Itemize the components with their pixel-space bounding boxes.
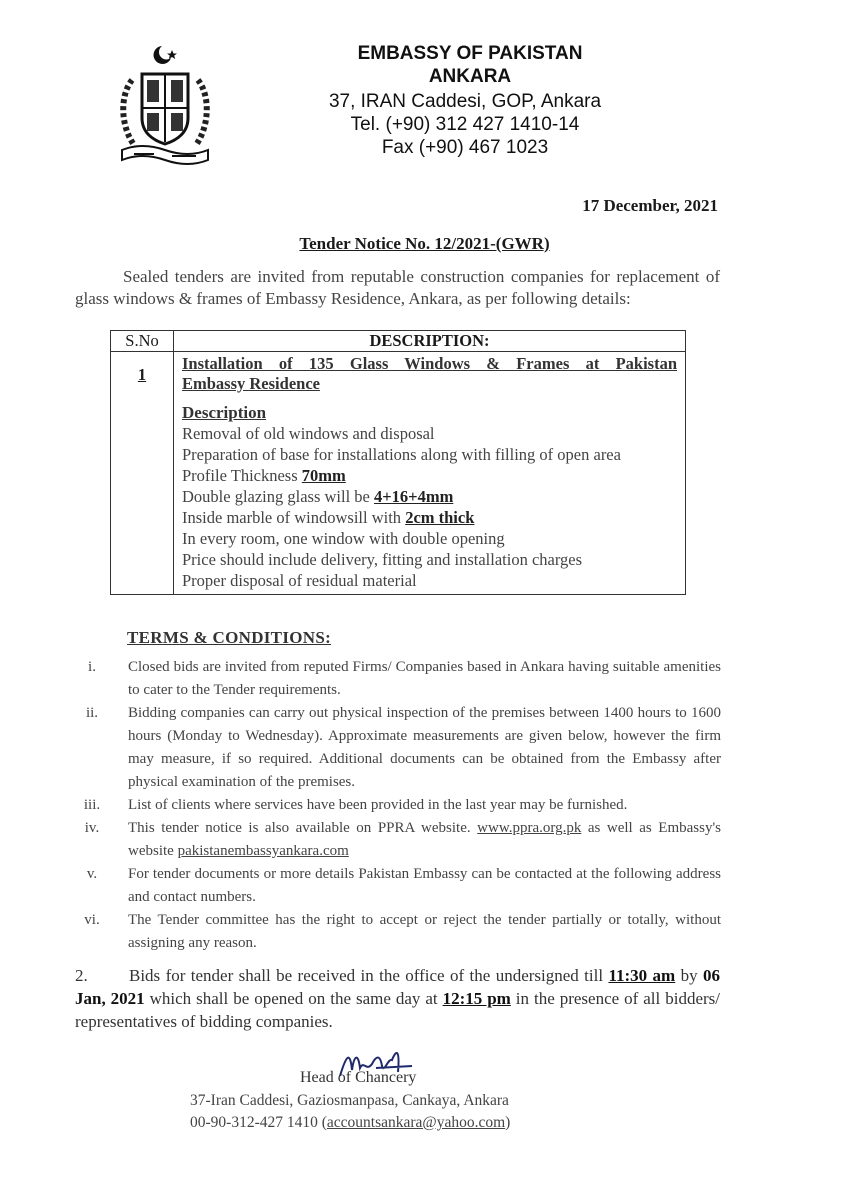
signatory-phone: 00-90-312-427 1410 ( (190, 1114, 327, 1131)
tender-description-table (110, 330, 686, 595)
opening-time: 12:15 pm (442, 989, 511, 1008)
bid-submission-paragraph (75, 964, 720, 1033)
term-number: iii. (83, 797, 101, 813)
term-text: For tender documents or more details Pakistan Embassy can be contacted at the following address and contact numbers. (128, 866, 721, 905)
document-date: 17 December, 2021 (582, 196, 718, 215)
term-number: iv. (84, 820, 100, 836)
description-line-glazing (182, 486, 677, 507)
para2-text: by (675, 966, 704, 985)
term-text-before: This tender notice is also available on PPRA website. (128, 820, 478, 836)
signatory-contact (190, 1114, 510, 1132)
intro-paragraph: Sealed tenders are invited from reputable construction companies for replacement of glass windows & frames of Embassy Residence, Ankara, as per following details: (75, 267, 720, 308)
glazing-label: Double glazing glass will be (182, 487, 375, 506)
term-text: Bidding companies can carry out physical inspection of the premises between 1400 hours to 1600 hours (Monday to Wednesday). Approximate measurements are given below, however the firm may measure, if so required. Additional documents can be obtained from the Embassy after physical examination of the premises. (128, 705, 721, 790)
header-sno: S.No (111, 331, 174, 352)
deadline-time: 11:30 am (608, 966, 676, 985)
signatory-title: Head of Chancery (300, 1069, 417, 1086)
item-title-line2: Embassy Residence (182, 374, 320, 393)
letterhead-fax: Fax (+90) 467 1023 (381, 137, 549, 158)
description-line: Proper disposal of residual material (182, 571, 417, 590)
term-number: v. (86, 866, 98, 882)
term-text: List of clients where services have been provided in the last year may be furnished. (128, 797, 628, 813)
term-text: Closed bids are invited from reputed Firms/ Companies based in Ankara having suitable amenities to cater to the Tender requirements. (128, 659, 721, 698)
state-emblem-icon (112, 40, 218, 168)
marble-value: 2cm thick (405, 508, 475, 527)
header-description: DESCRIPTION: (174, 331, 686, 352)
ppra-website-link[interactable]: www.ppra.org.pk (477, 820, 582, 836)
description-line: Preparation of base for installations along with filling of open area (182, 445, 621, 464)
term-number: ii. (85, 705, 99, 721)
terms-heading: TERMS & CONDITIONS: (127, 628, 332, 647)
description-heading: Description (182, 403, 267, 422)
list-item (74, 656, 721, 702)
term-number: vi. (84, 912, 100, 928)
embassy-website-link[interactable]: pakistanembassyankara.com (177, 843, 349, 859)
serial-number: 1 (137, 365, 147, 384)
list-item (74, 909, 721, 955)
letterhead-address: 37, IRAN Caddesi, GOP, Ankara (328, 91, 602, 112)
description-line: Removal of old windows and disposal (182, 424, 435, 443)
cell-description (174, 352, 686, 595)
term-number: i. (88, 659, 96, 675)
terms-list (74, 656, 721, 955)
para2-text: Bids for tender shall be received in the office of the undersigned till (129, 966, 609, 985)
paragraph-number: 2. (75, 966, 88, 985)
contact-close-paren: ) (505, 1114, 511, 1131)
list-item (74, 817, 721, 863)
term-text-mid: as well as Embassy's website (128, 820, 721, 859)
list-item (74, 794, 721, 817)
table-row (111, 352, 686, 595)
signatory-email-link[interactable]: accountsankara@yahoo.com (326, 1114, 506, 1131)
letterhead-city: ANKARA (428, 66, 512, 87)
list-item (74, 863, 721, 909)
tender-notice-title: Tender Notice No. 12/2021-(GWR) (299, 234, 550, 253)
cell-sno (111, 352, 174, 595)
profile-value: 70mm (301, 466, 346, 485)
item-title-line1: Installation of 135 Glass Windows & Frames at Pakistan (182, 354, 677, 373)
table-header-row (111, 331, 686, 352)
signatory-address: 37-Iran Caddesi, Gaziosmanpasa, Cankaya, Ankara (190, 1092, 509, 1109)
profile-label: Profile Thickness (182, 466, 302, 485)
letterhead-organization: EMBASSY OF PAKISTAN (357, 43, 583, 64)
list-item (74, 702, 721, 794)
letterhead-telephone: Tel. (+90) 312 427 1410-14 (350, 114, 580, 135)
description-line-marble (182, 507, 677, 528)
description-line: Price should include delivery, fitting and installation charges (182, 550, 583, 569)
deadline-date: 06 Jan, 2021 (75, 966, 721, 1008)
para2-text: which shall be opened on the same day at (144, 989, 443, 1008)
marble-label: Inside marble of windowsill with (182, 508, 406, 527)
description-line-profile (182, 465, 677, 486)
para2-text: in the presence of all bidders/ representatives of bidding companies. (75, 989, 720, 1031)
term-text: The Tender committee has the right to accept or reject the tender partially or totally, without assigning any reason. (128, 912, 721, 951)
description-line: In every room, one window with double opening (182, 529, 505, 548)
glazing-value: 4+16+4mm (374, 487, 454, 506)
